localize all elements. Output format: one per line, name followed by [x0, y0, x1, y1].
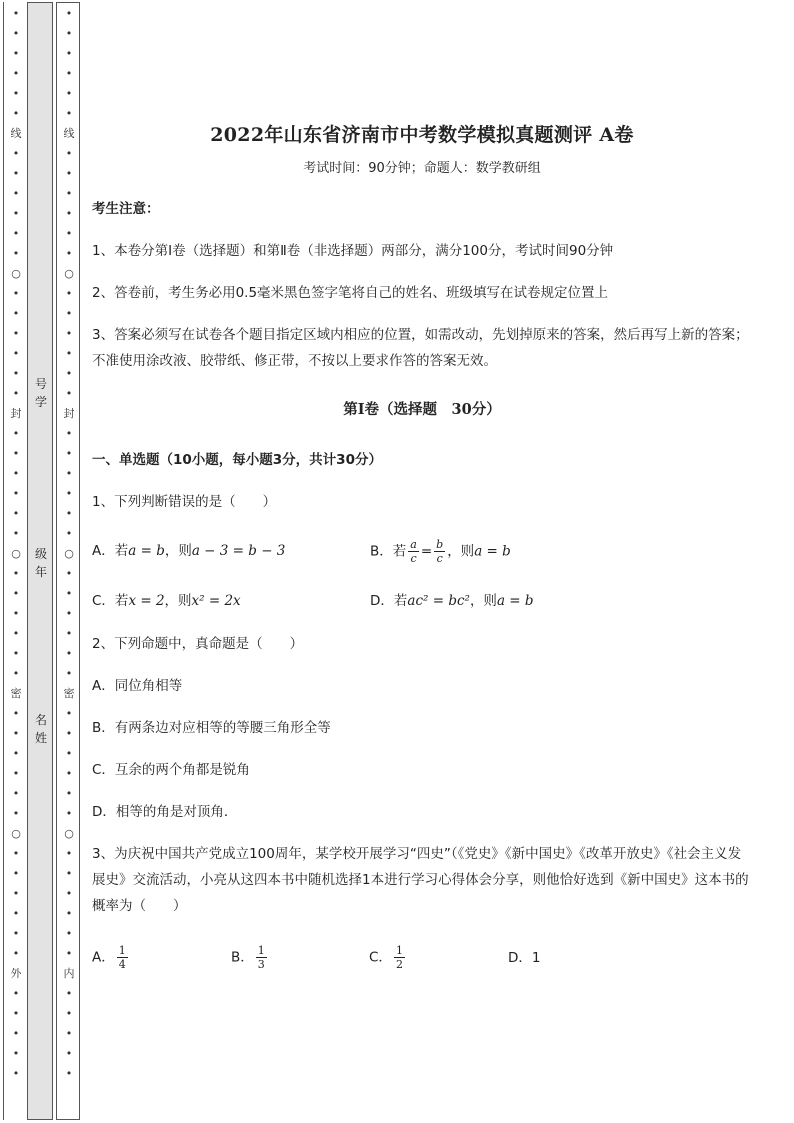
binding-dot: • — [12, 727, 20, 740]
binding-dot: • — [12, 187, 20, 200]
binding-dot: • — [65, 1027, 73, 1040]
binding-dot: • — [65, 807, 73, 820]
binding-dot: • — [65, 367, 73, 380]
binding-dot: • — [65, 87, 73, 100]
binding-dot: • — [12, 667, 20, 680]
notice-3: 3、答案必须写在试卷各个题目指定区域内相应的位置，如需改动，先划掉原来的答案，然后再写上新的答案；不准使用涂改液、胶带纸、修正带，不按以上要求作答的答案无效。 — [92, 327, 749, 369]
binding-dot: • — [65, 207, 73, 220]
binding-dot: • — [12, 107, 20, 120]
binding-dot: • — [12, 947, 20, 960]
notice-2: 2、答卷前，考生务必用0.5毫米黑色签字笔将自己的姓名、班级填写在试卷规定位置上 — [92, 285, 609, 301]
binding-dot: • — [12, 347, 20, 360]
binding-dot: • — [12, 627, 20, 640]
binding-dot: • — [12, 307, 20, 320]
outer-binding-marks — [10, 4, 22, 1084]
binding-dot: • — [12, 67, 20, 80]
binding-dot: • — [12, 767, 20, 780]
exam-title: 2022年山东省济南市中考数学模拟真题测评 A卷 — [210, 124, 634, 146]
binding-dot: • — [12, 167, 20, 180]
q2-option-b[interactable]: B．有两条边对应相等的等腰三角形全等 — [92, 720, 331, 736]
binding-dot: • — [65, 527, 73, 540]
binding-dot: • — [65, 47, 73, 60]
binding-dot: • — [12, 487, 20, 500]
q1-stem: 1、下列判断错误的是（ ） — [92, 494, 277, 510]
binding-dot: • — [65, 647, 73, 660]
binding-dot: • — [12, 987, 20, 1000]
binding-dot: • — [12, 1027, 20, 1040]
binding-circle: ○ — [64, 827, 74, 840]
binding-dot: • — [65, 67, 73, 80]
binding-dot: • — [12, 447, 20, 460]
binding-dot: • — [65, 987, 73, 1000]
q1-option-b[interactable]: B．若 $\frac{a}{c}$ = $\frac{b}{c}$ ，则a = b — [370, 538, 511, 565]
section-title: 一、单选题（10小题，每小题3分，共计30分） — [92, 452, 382, 468]
binding-dot: • — [12, 807, 20, 820]
grade-label: 级 年 — [34, 547, 47, 579]
binding-dot: • — [65, 867, 73, 880]
binding-left-border — [3, 2, 4, 1120]
binding-dot: • — [12, 707, 20, 720]
binding-dot: • — [12, 27, 20, 40]
binding-dot: • — [12, 387, 20, 400]
q1-option-a[interactable]: A．若a = b，则a − 3 = b − 3 — [92, 543, 286, 559]
binding-circle: ○ — [11, 827, 21, 840]
binding-dot: • — [65, 167, 73, 180]
binding-dot: • — [65, 247, 73, 260]
student-id-label: 号 学 — [34, 377, 47, 409]
binding-dot: • — [65, 327, 73, 340]
binding-dot: • — [65, 567, 73, 580]
binding-dot: • — [65, 847, 73, 860]
binding-dot: • — [65, 1007, 73, 1020]
binding-dot: • — [65, 7, 73, 20]
binding-dot: • — [12, 147, 20, 160]
binding-dot: • — [12, 7, 20, 20]
q1-option-c[interactable]: C．若x = 2，则x² = 2x — [92, 593, 241, 609]
binding-dot: • — [65, 767, 73, 780]
binding-dot: • — [12, 507, 20, 520]
binding-dot: • — [65, 707, 73, 720]
binding-dot: • — [65, 587, 73, 600]
binding-dot: • — [12, 1047, 20, 1060]
binding-dot: • — [65, 887, 73, 900]
binding-dot: • — [12, 567, 20, 580]
binding-dot: • — [12, 467, 20, 480]
binding-dot: • — [65, 287, 73, 300]
q2-option-d[interactable]: D．相等的角是对顶角． — [92, 804, 238, 820]
q3-option-a[interactable]: A． $\frac{1}{4}$ — [92, 944, 126, 971]
binding-dot: • — [65, 627, 73, 640]
binding-dot: • — [65, 927, 73, 940]
binding-dot: • — [12, 327, 20, 340]
binding-dot: • — [65, 447, 73, 460]
binding-dot: • — [65, 787, 73, 800]
q1-option-d[interactable]: D．若ac² = bc²，则a = b — [370, 593, 534, 609]
binding-dot: • — [12, 787, 20, 800]
binding-dot: • — [12, 227, 20, 240]
notice-heading: 考生注意： — [92, 201, 160, 217]
fraction: $\frac{1}{4}$ — [118, 944, 126, 971]
binding-circle: ○ — [64, 547, 74, 560]
binding-dot: • — [65, 187, 73, 200]
binding-dot: • — [65, 27, 73, 40]
binding-dot: • — [12, 587, 20, 600]
binding-dot: • — [65, 147, 73, 160]
binding-dot: • — [65, 507, 73, 520]
binding-dot: • — [12, 47, 20, 60]
binding-char: 线 — [63, 127, 75, 140]
inner-binding-marks — [63, 4, 75, 1084]
binding-char: 线 — [10, 127, 22, 140]
binding-dot: • — [65, 1067, 73, 1080]
binding-dot: • — [12, 367, 20, 380]
fraction: $\frac{1}{3}$ — [257, 944, 265, 971]
binding-dot: • — [12, 847, 20, 860]
binding-dot: • — [12, 647, 20, 660]
q2-option-c[interactable]: C．互余的两个角都是锐角 — [92, 762, 250, 778]
binding-dot: • — [65, 1047, 73, 1060]
binding-dot: • — [12, 527, 20, 540]
binding-dot: • — [65, 427, 73, 440]
binding-dot: • — [65, 467, 73, 480]
binding-dot: • — [12, 427, 20, 440]
binding-char: 外 — [10, 967, 22, 980]
student-info-band — [27, 2, 53, 1120]
binding-dot: • — [12, 247, 20, 260]
fraction: $\frac{a}{c}$ — [410, 538, 417, 565]
q3-stem: 3、为庆祝中国共产党成立100周年，某学校开展学习“四史”（《党史》《新中国史》《改革开放史》《社会主义发展史》交流活动，小亮从这四本书中随机选择1本进行学习心得体会分享，则他恰好选到《新中国史》这本书的概率为（ ） — [92, 846, 749, 914]
binding-dot: • — [12, 747, 20, 760]
binding-dot: • — [65, 747, 73, 760]
binding-dot: • — [65, 387, 73, 400]
binding-dot: • — [65, 727, 73, 740]
binding-circle: ○ — [64, 267, 74, 280]
binding-dot: • — [12, 907, 20, 920]
fraction: $\frac{1}{2}$ — [395, 944, 403, 971]
binding-dot: • — [12, 867, 20, 880]
binding-dot: • — [65, 487, 73, 500]
binding-dot: • — [12, 887, 20, 900]
binding-dot: • — [65, 307, 73, 320]
exam-subtitle: 考试时间：90分钟；命题人：数学教研组 — [303, 161, 541, 176]
binding-dot: • — [65, 607, 73, 620]
binding-char: 密 — [10, 687, 22, 700]
fraction: $\frac{b}{c}$ — [436, 538, 444, 565]
part-title: 第I卷（选择题 30分） — [343, 401, 501, 418]
binding-dot: • — [65, 907, 73, 920]
q2-stem: 2、下列命题中，真命题是（ ） — [92, 636, 304, 652]
binding-dot: • — [12, 207, 20, 220]
binding-dot: • — [65, 947, 73, 960]
q3-option-d[interactable]: D．1 — [508, 950, 541, 966]
binding-dot: • — [12, 1007, 20, 1020]
binding-dot: • — [65, 667, 73, 680]
binding-char: 密 — [63, 687, 75, 700]
binding-char: 封 — [10, 407, 22, 420]
binding-dot: • — [12, 607, 20, 620]
q3-option-b[interactable]: B． $\frac{1}{3}$ — [231, 944, 265, 971]
binding-circle: ○ — [11, 547, 21, 560]
binding-dot: • — [12, 87, 20, 100]
binding-dot: • — [12, 1067, 20, 1080]
binding-circle: ○ — [11, 267, 21, 280]
binding-dot: • — [12, 287, 20, 300]
binding-char: 内 — [63, 967, 75, 980]
binding-char: 封 — [63, 407, 75, 420]
binding-dot: • — [65, 227, 73, 240]
q3-option-c[interactable]: C． $\frac{1}{2}$ — [369, 944, 403, 971]
notice-1: 1、本卷分第I卷（选择题）和第Ⅱ卷（非选择题）两部分，满分100分，考试时间90分钟 — [92, 243, 614, 259]
binding-dot: • — [12, 927, 20, 940]
binding-dot: • — [65, 347, 73, 360]
name-label: 名 姓 — [34, 713, 47, 745]
binding-dot: • — [65, 107, 73, 120]
q2-option-a[interactable]: A．同位角相等 — [92, 678, 183, 694]
